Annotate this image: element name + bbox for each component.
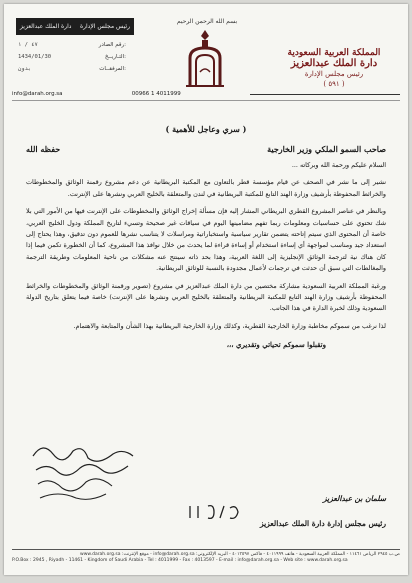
addressee-line <box>26 144 386 154</box>
ref-number-value: ٤٧ / ١ <box>18 42 38 48</box>
contact-bar <box>12 88 400 101</box>
footer <box>12 549 400 563</box>
greeting: السلام عليكم ورحمة الله وبركاته ... <box>291 161 386 169</box>
addressee: صاحب السمو الملكي وزير الخارجية <box>267 144 386 154</box>
paragraph-1: نشير إلى ما نشر في الصحف عن قيام مؤسسة قطر بالتعاون مع المكتبة البريطانية عن دعم مشروع رقمنة الوثائق والمخطوطات والخرائط المحفوظة بأرشيف وزارة الهند التابع للمكتبة البريطانية في لندن والمتعلقة بالخليج العربي ونشرها على الإنترنت. <box>26 178 386 198</box>
signature-block <box>26 494 386 528</box>
bismillah: بسم الله الرحمن الرحيم <box>176 18 238 25</box>
paragraph-2: وبالنظر في عناصر المشروع القطري البريطاني المشار إليه فإن مسألة إخراج الوثائق والمخطوطات على الإنترنت فيها من الأمور التي بلا شك تحتوي على حساسيات ومعلومات ربما تفهم مضامينها اليوم في سياقات غير صحيحة وتسيء لتاريخ المملكة ودول الخليج العربي، خاصة أن المحتوى الذي سيتم إتاحته يتضمن تقارير سياسية واستخباراتية ومراسلات لا يتناسب نشرها للعموم دون تدقيق، وهذا يحتاج إلى استعداد جيد ومناسب لمواجهة أي إساءة استخدام أو إساءة قراءة لما يحدث من خلال نوافذ هذا المشروع، كما أن الخطورة تكمن فيما إذا كان هناك نية لترجمة الوثائق الإنجليزية إلى اللغة العربية، وهذا بحد ذاته سينتج عنه مشكلات من ناحية المعلومات وطريقة الترجمة والمغالطات التي سبق أن حدثت في ترجمات لأعمال مجدودة بالنسبة للوثائق البريطانية. <box>26 207 386 273</box>
ref-attach-value: بدون <box>18 66 32 72</box>
organization-block <box>274 48 394 88</box>
honorific: حفظه الله <box>26 144 61 154</box>
contact-email: info@darah.org.sa <box>12 91 63 97</box>
letterhead <box>4 4 408 99</box>
ref-attach-label: المرفقــات: <box>99 66 126 72</box>
signatory-title: رئيس مجلس إدارة دارة الملك عبدالعزيز <box>259 519 386 528</box>
stamp-right: رئيس مجلس الإدارة <box>79 23 130 30</box>
org-country: المملكة العربية السعودية <box>287 48 381 58</box>
paragraph-3: ورغبة المملكة العربية السعودية مشاركة مختصين من دارة الملك عبدالعزيز في مشروع (تصوير ورقمنة الوثائق والمخطوطات والخرائط المحفوظة بأرشيف وزارة الهند التابع للمكتبة البريطانية والمتعلقة بالخليج العربي ونشرها على الإنترنت) خاصة فيما يتعلق بتاريخ الدولة السعودية وذلك لخبرة الدارة في هذا الجانب. <box>26 281 386 313</box>
closing: وتقبلوا سموكم تحياتي وتقديري ،،، <box>226 340 326 350</box>
ref-number-label: رقم الصادر: <box>98 42 126 48</box>
ref-date-value: 1434/01/30 <box>18 54 52 60</box>
contact-rule <box>250 94 400 95</box>
org-position: رئيس مجلس الإدارة <box>304 70 364 78</box>
letter-subject: ( سري وعاجل للأهمية ) <box>165 124 247 134</box>
reference-box <box>18 42 126 78</box>
org-name: دارة الملك عبدالعزيز <box>290 58 378 69</box>
footer-arabic: ص.ب ٢٩٤٥ الرياض ١١٤٦١ - المملكة العربية السعودية - هاتف ٤٠١١٩٩٩ - فاكس ٤٠١٣٥٩٧ - البريد الإلكتروني: info@darah.org.sa - موقع الإنترنت: www.darah.org.sa <box>80 552 400 557</box>
letter-page <box>4 4 408 575</box>
org-number: ( ٥٩١ ) <box>323 80 345 88</box>
contact-phone: 00966 1 4011999 <box>131 91 181 97</box>
letter-body <box>26 124 386 353</box>
signatory-name: سلمان بن عبدالعزيز <box>323 494 386 503</box>
ref-date-label: التـاريــخ: <box>105 54 126 60</box>
stamp-left: دارة الملك عبدالعزيز <box>20 23 72 30</box>
footer-english: P.O.Box : 2945 , Riyadh - 11461 - Kingdom of Saudi Arabia - Tel : 4011999 - Fax : 4013597 - E-mail : info@darah.org.sa - Web site : www.darah.org.sa <box>12 558 348 563</box>
black-stamp <box>16 18 134 35</box>
darah-logo-icon <box>182 28 228 90</box>
paragraph-4: لذا نرغب من سموكم مخاطبة وزارة الخارجية القطرية، وكذلك وزارة الخارجية البريطانية بهذا الشأن والمتابعة والاهتمام. <box>73 321 386 330</box>
